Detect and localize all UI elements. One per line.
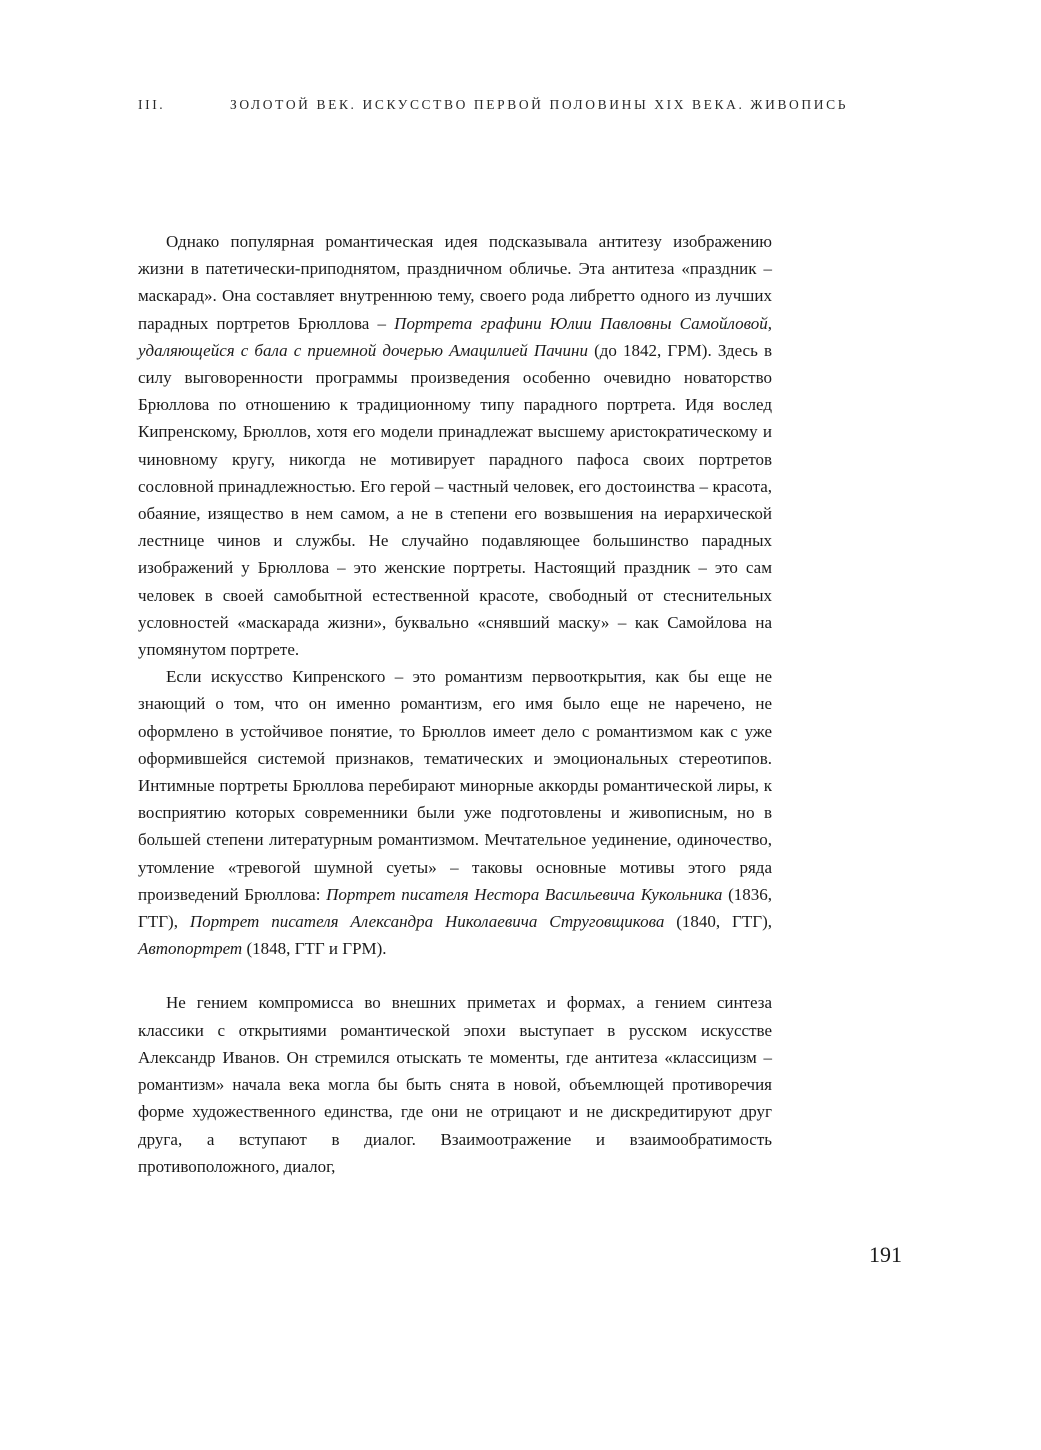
paragraph-text: Однако популярная романтическая идея подсказывала антитезу изображению жизни в патетически-приподнятом, праздничном обличье. Эта антитеза «праздник – маскарад». Она составляет внутреннюю тему, своего рода либретто одного из лучших парадных портретов Брюллова –: [138, 232, 772, 333]
paragraph-2: [138, 663, 772, 962]
artwork-title: Портрета графини Юлии Павловны Самойловой, удаляющейся с бала с приемной дочерью Амацилией Пачини: [138, 313, 772, 360]
running-head: [138, 97, 898, 113]
paragraph-text: (до 1842, ГРМ). Здесь в силу выговоренности программы произведения особенно очевидно новаторство Брюллова по отношению к традиционному типу парадного портрета. Идя вослед Кипренскому, Брюллов, хотя его модели принадлежат высшему аристократическому и чиновному кругу, никогда не мотивирует парадного пафоса своих портретов сословной принадлежностью. Его герой – частный человек, его достоинства – красота, обаяние, изящество в нем самом, а не в степени его возвышения на иерархической лестнице чинов и службы. Не случайно подавляющее большинство парадных изображений у Брюллова – это женские портреты. Настоящий праздник – это сам человек в своей самобытной естественной красоте, свободный от стеснительных условностей «маскарада жизни», буквально «снявший маску» – как Самойлова на упомянутом портрете.: [138, 340, 772, 660]
paragraph-text: Не гением компромисса во внешних приметах и формах, а гением синтеза классики с открытиями романтической эпохи выступает в русском искусстве Александр Иванов. Он стремился отыскать те моменты, где антитеза «классицизм – романтизм» начала века могла бы быть снята в новой, объемлющей противоречия форме художественного единства, где они не отрицают и не дискредитируют друг друга, а вступают в диалог. Взаимоотражение и взаимообратимость противоположного, диалог,: [138, 993, 772, 1176]
paragraph-1: [138, 228, 772, 663]
artwork-title: Портрет писателя Александра Николаевича Струговщикова: [189, 912, 665, 932]
paragraph-text: Если искусство Кипренского – это романтизм первооткрытия, как бы еще не знающий о том, что он именно романтизм, его имя было еще не наречено, не оформлено в устойчивое понятие, то Брюллов имеет дело с романтизмом как с уже оформившейся системой признаков, тематических и эмоциональных стереотипов. Интимные портреты Брюллова перебирают минорные аккорды романтической лиры, к восприятию которых современники были уже подготовлены и живописным, но в большей степени литературным романтизмом. Мечтательное уединение, одиночество, утомление «тревогой шумной суеты» – таковы основные мотивы этого ряда произведений Брюллова:: [138, 667, 772, 904]
paragraph-text: (1840, ГТГ),: [664, 912, 772, 932]
paragraph-text: (1848, ГТГ и ГРМ).: [242, 939, 387, 959]
chapter-number: III.: [138, 97, 166, 112]
page-number: 191: [869, 1242, 902, 1267]
paragraph-3: [138, 989, 772, 1179]
chapter-title: ЗОЛОТОЙ ВЕК. ИСКУССТВО ПЕРВОЙ ПОЛОВИНЫ XIX ВЕКА. ЖИВОПИСЬ: [230, 97, 849, 112]
artwork-title: Портрет писателя Нестора Васильевича Кукольника: [326, 884, 723, 904]
body-text: [138, 228, 772, 1180]
artwork-title: Автопортрет: [138, 939, 243, 959]
paragraph-text: (1836, ГТГ),: [138, 884, 772, 932]
